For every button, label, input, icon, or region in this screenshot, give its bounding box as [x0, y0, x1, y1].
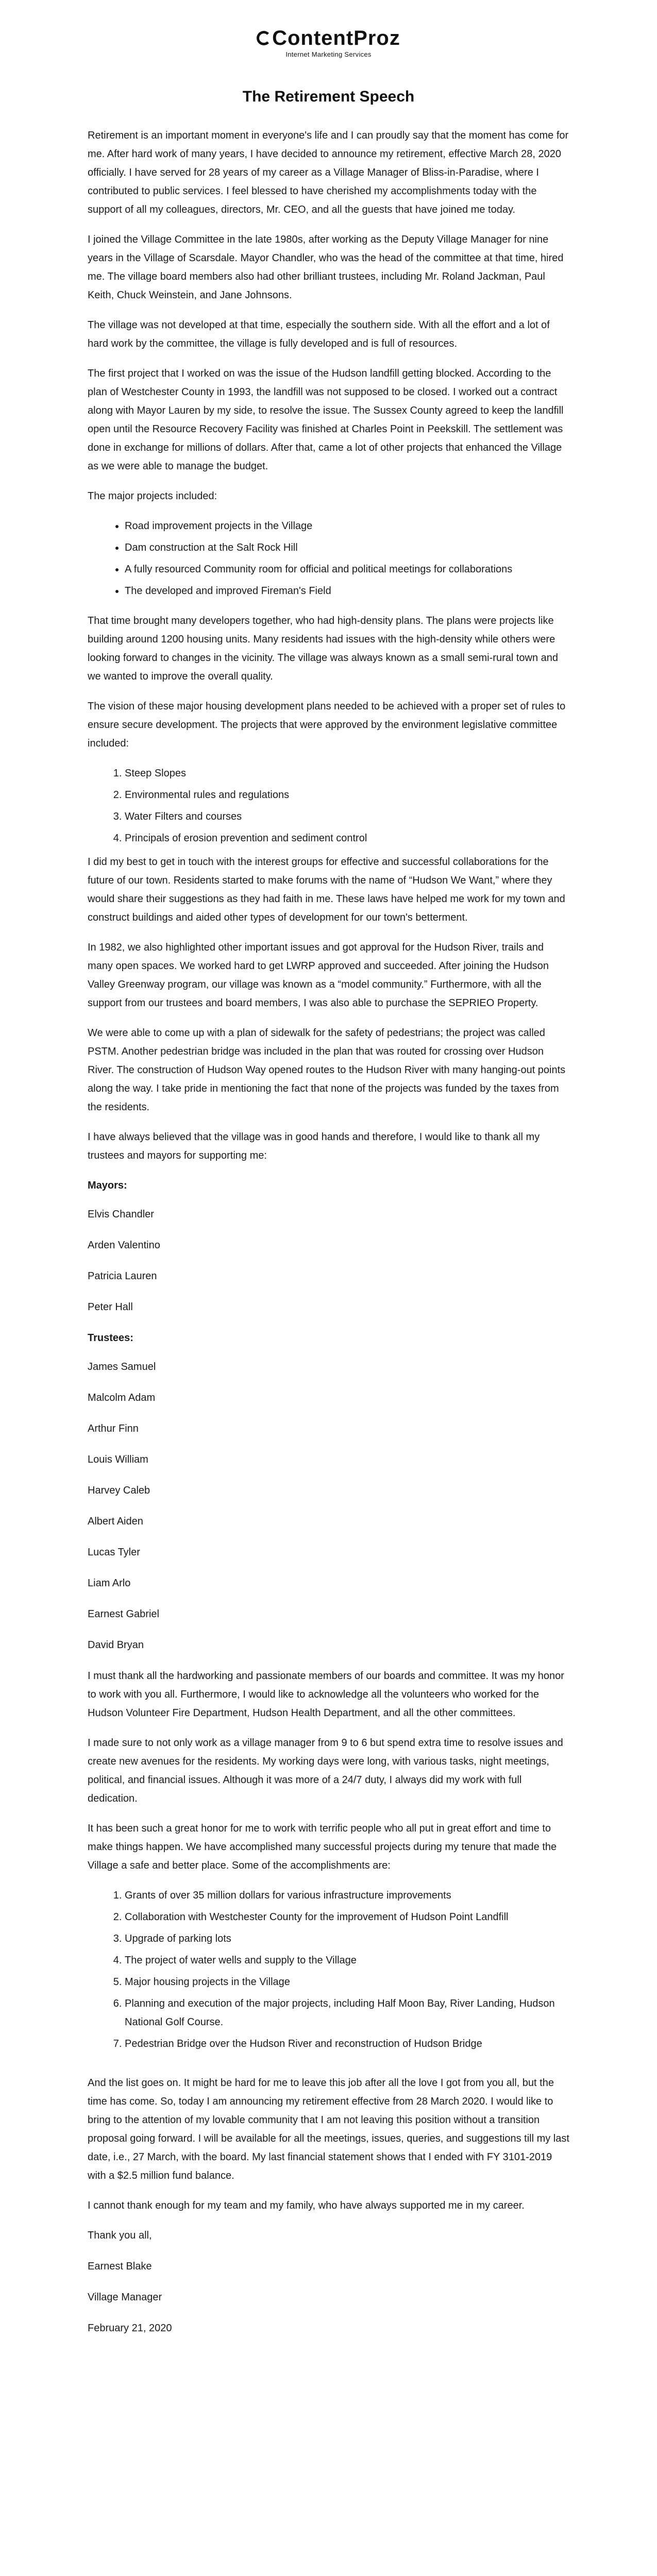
list-item: • Dam construction at the Salt Rock Hill — [125, 538, 569, 557]
approved-projects-list — [88, 764, 569, 848]
signoff-date: February 21, 2020 — [88, 2323, 172, 2334]
trustee-name: James Samuel — [88, 1361, 156, 1372]
mayors-label: Mayors: — [88, 1180, 127, 1191]
list-item: 1. Steep Slopes — [125, 764, 569, 783]
trustees-label: Trustees: — [88, 1332, 133, 1344]
mayor-name: Elvis Chandler — [88, 1209, 154, 1220]
logo-c-icon — [257, 31, 271, 45]
list-item: 5. Major housing projects in the Village — [125, 1973, 569, 1991]
paragraph-after-approved-3: We were able to come up with a plan of sidewalk for the safety of pedestrians; the project was called PSTM. Another pedestrian bridge was included in the plan that was routed for crossing over Hudson River. The construction of Hudson Way opened routes to the Hudson River with many hanging-out points along the way. I take pride in mentioning the fact that none of the projects was funded by the taxes from the residents. — [88, 1027, 566, 1113]
major-projects-list — [88, 517, 569, 600]
paragraph-middle-1: That time brought many developers together, who had high-density plans. The plans were projects like building around 1200 housing units. Many residents had issues with the high-density while others were looking forward to changes in the vicinity. The village was always known as a small semi-rural town and we wanted to improve the overall quality. — [88, 615, 559, 682]
paragraph-after-approved-2: In 1982, we also highlighted other important issues and got approval for the Hudson River, trails and many open spaces. We worked hard to get LWRP approved and succeeded. After joining the Hudson Valley Greenway program, our village was known as a “model community.” Furthermore, with all the support from our trustees and board members, I was also able to purchase the SEPRIEO Property. — [88, 942, 549, 1009]
trustee-name: Earnest Gabriel — [88, 1608, 159, 1620]
trustee-name: Arthur Finn — [88, 1423, 139, 1434]
signoff-thanks: Thank you all, — [88, 2230, 152, 2241]
paragraph-closing-1: And the list goes on. It might be hard for me to leave this job after all the love I got from you all, but the time has come. So, today I am announcing my retirement effective from 28 March 2020. I would like to bring to the attention of my lovable community that I am not leaving this position without a transition proposal going forward. I will be available for all the meetings, issues, queries, and suggestions till my last date, i.e., 27 March, with the board. My last financial statement shows that I ended with FY 3101-2019 with a $2.5 million fund balance. — [88, 2077, 569, 2181]
signoff-role: Village Manager — [88, 2292, 162, 2303]
list-item: 1. Grants of over 35 million dollars for various infrastructure improvements — [125, 1886, 569, 1905]
trustee-name: Harvey Caleb — [88, 1485, 150, 1496]
logo-tagline: Internet Marketing Services — [285, 50, 372, 58]
document-title: The Retirement Speech — [242, 88, 415, 105]
paragraph-intro-3: The village was not developed at that time, especially the southern side. With all the effort and a lot of hard work by the committee, the village is fully developed and is full of resources. — [88, 319, 550, 349]
mayor-name: Peter Hall — [88, 1301, 133, 1313]
paragraph-closing-2: I cannot thank enough for my team and my family, who have always supported me in my career. — [88, 2200, 525, 2211]
list-item: 4. The project of water wells and supply to the Village — [125, 1951, 569, 1970]
paragraph-after-names-3: It has been such a great honor for me to work with terrific people who all put in great effort and time to make things happen. We have accomplished many successful projects during my tenure that made the Village a safe and better place. Some of the accomplishments are: — [88, 1823, 557, 1871]
trustee-name: Malcolm Adam — [88, 1392, 156, 1403]
paragraph-after-names-1: I must thank all the hardworking and passionate members of our boards and committee. It was my honor to work with you all. Furthermore, I would like to acknowledge all the volunteers who worked for the Hudson Volunteer Fire Department, Hudson Health Department, and all the other committees. — [88, 1670, 564, 1719]
paragraph-after-approved-1: I did my best to get in touch with the interest groups for effective and successful collaborations for the future of our town. Residents started to make forums with the name of “Hudson We Want,” where they would share their suggestions as they had faith in me. These laws have helped me work for my town and construct buildings and aided other types of development for our town's betterment. — [88, 856, 565, 923]
paragraph-intro-5: The major projects included: — [88, 490, 217, 502]
paragraph-after-approved-4: I have always believed that the village was in good hands and therefore, I would like to thank all my trustees and mayors for supporting me: — [88, 1131, 540, 1161]
paragraph-middle-2: The vision of these major housing development plans needed to be achieved with a proper set of rules to ensure secure development. The projects that were approved by the environment legislative committee included: — [88, 701, 566, 749]
paragraph-intro-1: Retirement is an important moment in everyone's life and I can proudly say that the moment has come for me. After hard work of many years, I have decided to announce my retirement, effective March 28, 2020 officially. I have served for 28 years of my career as a Village Manager of Bliss-in-Paradise, where I contributed to public services. I feel blessed to have cherished my accomplishments today with the support of all my colleagues, directors, Mr. CEO, and all the guests that have joined me today. — [88, 130, 569, 215]
list-item: 2. Environmental rules and regulations — [125, 786, 569, 804]
paragraph-intro-4: The first project that I worked on was the issue of the Hudson landfill getting blocked. According to the plan of Westchester County in 1993, the landfill was not supposed to be closed. I worked out a contract along with Mayor Lauren by my side, to resolve the issue. The Sussex County agreed to keep the landfill open until the Resource Recovery Facility was finished at Charles Point in Peekskill. The settlement was done in exchange for millions of dollars. After that, came a lot of other projects that enhanced the Village as we were able to manage the budget. — [88, 368, 564, 472]
accomplishments-list — [88, 1886, 569, 2053]
list-item: • Road improvement projects in the Village — [125, 517, 569, 535]
trustee-name: David Bryan — [88, 1639, 144, 1651]
list-item: • A fully resourced Community room for official and political meetings for collaborations — [125, 560, 569, 579]
signoff-name: Earnest Blake — [88, 2261, 152, 2272]
list-item: 3. Water Filters and courses — [125, 807, 569, 826]
trustee-name: Liam Arlo — [88, 1578, 131, 1589]
logo-wordmark — [257, 27, 400, 49]
trustee-name: Lucas Tyler — [88, 1547, 140, 1558]
trustee-name: Albert Aiden — [88, 1516, 143, 1527]
mayor-name: Arden Valentino — [88, 1240, 160, 1251]
list-item: 2. Collaboration with Westchester County for the improvement of Hudson Point Landfill — [125, 1908, 569, 1926]
paragraph-after-names-2: I made sure to not only work as a village manager from 9 to 6 but spend extra time to resolve issues and create new avenues for the residents. My working days were long, with various tasks, night meetings, political, and financial issues. Although it was more of a 24/7 duty, I always did my work with full dedication. — [88, 1737, 563, 1804]
logo-text: ContentProz — [272, 27, 400, 49]
list-item: 3. Upgrade of parking lots — [125, 1929, 569, 1948]
list-item: 4. Principals of erosion prevention and sediment control — [125, 829, 569, 848]
list-item: 7. Pedestrian Bridge over the Hudson River and reconstruction of Hudson Bridge — [125, 2035, 569, 2053]
trustee-name: Louis William — [88, 1454, 148, 1465]
list-item: • The developed and improved Fireman's Field — [125, 582, 569, 600]
company-logo — [236, 27, 422, 58]
paragraph-intro-2: I joined the Village Committee in the late 1980s, after working as the Deputy Village Manager for nine years in the Village of Scarsdale. Mayor Chandler, who was the head of the committee at that time, hired me. The village board members also had other brilliant trustees, including Mr. Roland Jackman, Paul Keith, Chuck Weinstein, and Jane Johnsons. — [88, 234, 564, 301]
list-item: 6. Planning and execution of the major projects, including Half Moon Bay, River Landing, Hudson National Golf Course. — [125, 1994, 569, 2031]
mayor-name: Patricia Lauren — [88, 1270, 157, 1282]
